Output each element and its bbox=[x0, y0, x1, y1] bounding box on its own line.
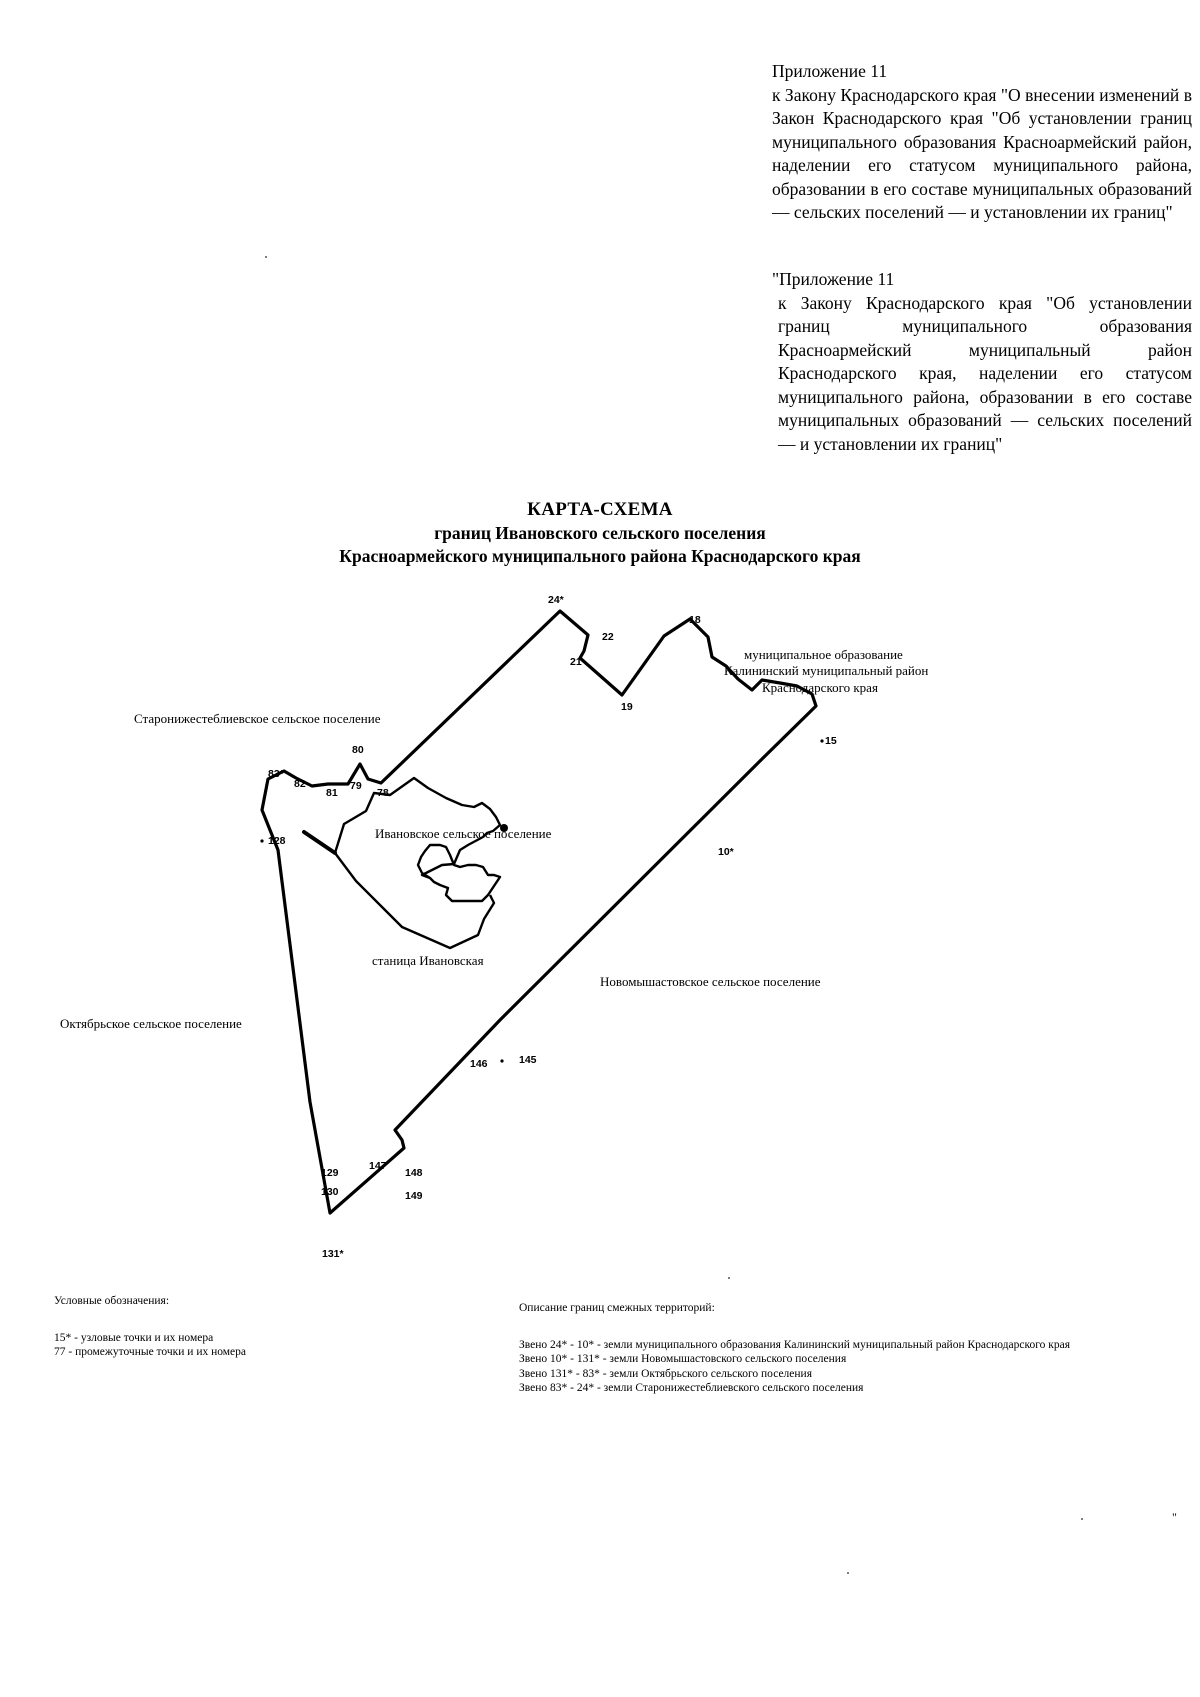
point-131: 131* bbox=[322, 1248, 344, 1260]
appendix-original-heading: "Приложение 11 bbox=[772, 269, 895, 289]
legend bbox=[54, 1294, 454, 1360]
scan-speck bbox=[728, 1277, 730, 1279]
boundary-map bbox=[0, 575, 1200, 1275]
mark-15 bbox=[820, 739, 823, 742]
adjacent-description bbox=[519, 1301, 1194, 1396]
mark-128 bbox=[260, 839, 263, 842]
point-81: 81 bbox=[326, 787, 338, 799]
point-10: 10* bbox=[718, 846, 734, 858]
label-kalininsky-2: Калининский муниципальный район bbox=[724, 663, 929, 678]
scan-speck bbox=[265, 256, 267, 258]
point-145: 145 bbox=[519, 1054, 537, 1066]
adjacent-link-3: Звено 131* - 83* - земли Октябрьского сельского поселения bbox=[519, 1367, 812, 1380]
point-129: 129 bbox=[321, 1167, 339, 1179]
adjacent-link-2: Звено 10* - 131* - земли Новомышастовского сельского поселения bbox=[519, 1353, 847, 1365]
map-title-line2: границ Ивановского сельского поселения bbox=[434, 523, 766, 543]
mark-145 bbox=[500, 1059, 503, 1062]
appendix-original bbox=[772, 268, 1192, 456]
point-80: 80 bbox=[352, 744, 364, 756]
label-novomyshastovskoe: Новомышастовское сельское поселение bbox=[600, 974, 821, 989]
map-title bbox=[0, 498, 1200, 568]
point-19: 19 bbox=[621, 701, 633, 713]
label-oktyabrskoe: Октябрьское сельское поселение bbox=[60, 1016, 242, 1031]
point-148: 148 bbox=[405, 1167, 423, 1179]
point-130: 130 bbox=[321, 1186, 339, 1198]
legend-item-intermediate: 77 - промежуточные точки и их номера bbox=[54, 1346, 247, 1358]
point-147: 147 bbox=[369, 1160, 387, 1172]
appendix-original-text: к Закону Краснодарского края "Об установлении границ муниципального образования Красноармейский муниципальный район Краснодарского края, наделении его статусом муниципального района, образовании в его составе муниципальных образований — сельских поселений — и установлении их границ" bbox=[778, 292, 1192, 454]
appendix-amendment-text: к Закону Краснодарского края "О внесении изменений в Закон Краснодарского края "Об установлении границ муниципального образования Красноармейский район, наделении его статусом муниципального района, образовании в его составе муниципальных образований — сельских поселений — и установлении их границ" bbox=[772, 84, 1192, 222]
legend-item-nodes: 15* - узловые точки и их номера bbox=[54, 1331, 214, 1344]
appendix-amendment-heading: Приложение 11 bbox=[772, 61, 888, 81]
map-title-line3: Красноармейского муниципального района Краснодарского края bbox=[339, 546, 861, 566]
point-21: 21 bbox=[570, 656, 582, 668]
point-22: 22 bbox=[602, 631, 614, 643]
point-149: 149 bbox=[405, 1190, 423, 1202]
point-18: 18 bbox=[689, 614, 701, 626]
legend-heading: Условные обозначения: bbox=[54, 1295, 170, 1307]
closing-quote: " bbox=[1172, 1510, 1177, 1524]
label-staronizhesteblievskoe: Старонижестеблиевское сельское поселение bbox=[134, 711, 381, 726]
label-stanitsa: станица Ивановская bbox=[372, 953, 484, 968]
point-146: 146 bbox=[470, 1058, 488, 1070]
point-15: 15 bbox=[825, 735, 837, 747]
point-128: 128 bbox=[268, 835, 286, 847]
label-kalininsky-3: Краснодарского края bbox=[762, 680, 878, 695]
point-24: 24* bbox=[548, 594, 564, 606]
point-82: 82 bbox=[294, 778, 306, 790]
appendix-amendment bbox=[772, 60, 1192, 225]
scan-speck bbox=[847, 1572, 849, 1574]
settlement-boundary bbox=[262, 611, 816, 1213]
adjacent-heading: Описание границ смежных территорий: bbox=[519, 1302, 715, 1314]
point-83: 83* bbox=[268, 768, 284, 780]
adjacent-link-1: Звено 24* - 10* - земли муниципального образования Калининский муниципальный район Краснодарского края bbox=[519, 1338, 1071, 1351]
map-title-line1: КАРТА-СХЕМА bbox=[527, 499, 673, 520]
scan-speck bbox=[1081, 1518, 1083, 1520]
road-spur bbox=[304, 832, 335, 853]
label-kalininsky-1: муниципальное образование bbox=[744, 647, 903, 662]
point-79: 79 bbox=[350, 780, 362, 792]
point-78: 78 bbox=[377, 787, 389, 799]
adjacent-link-4: Звено 83* - 24* - земли Старонижестеблиевского сельского поселения bbox=[519, 1382, 864, 1394]
label-ivanovskoe: Ивановское сельское поселение bbox=[375, 826, 552, 841]
